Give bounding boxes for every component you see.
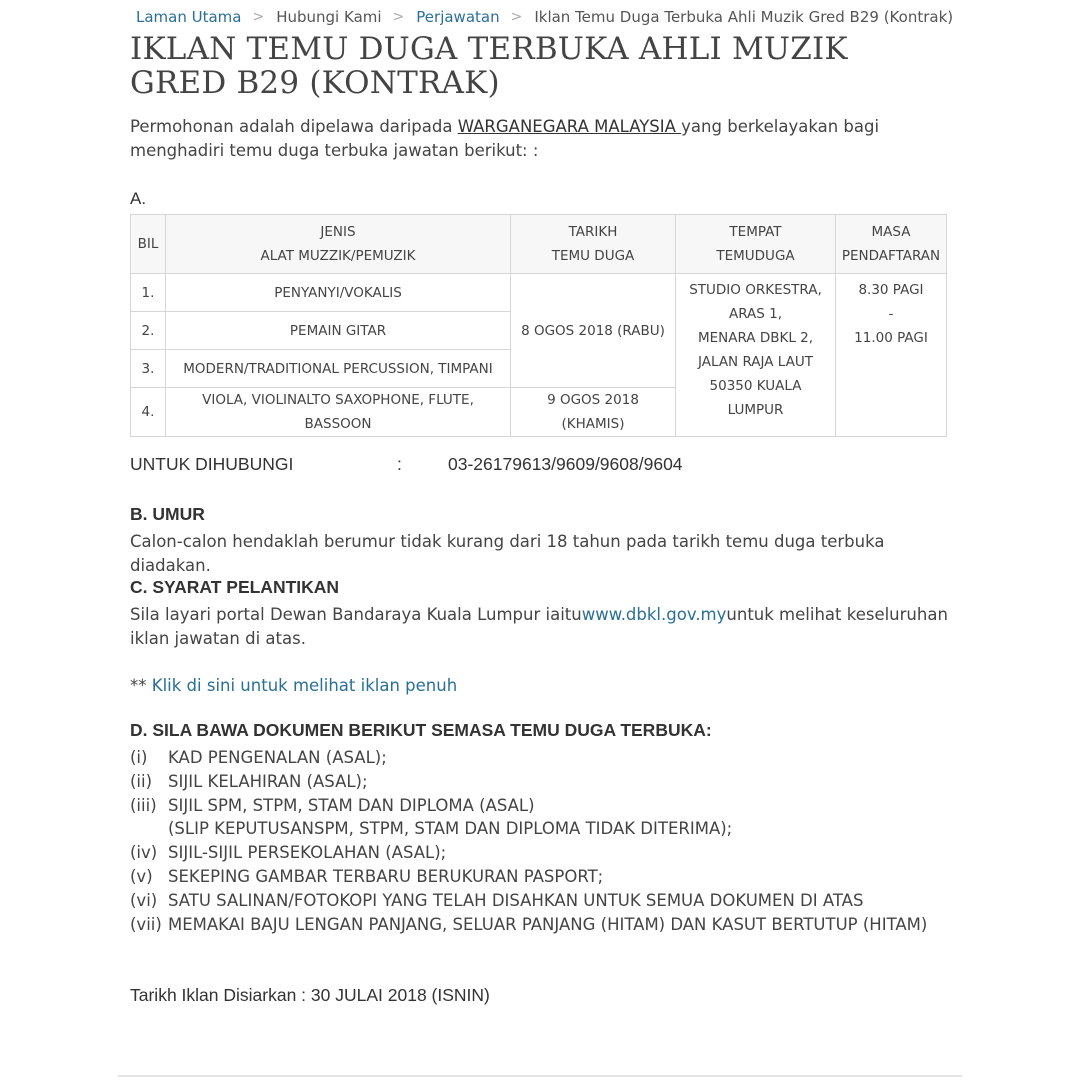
list-item — [130, 794, 950, 818]
cell-bil: 3. — [131, 350, 166, 388]
tempat-line: MENARA DBKL 2, — [697, 330, 814, 346]
section-b-text: Calon-calon hendaklah berumur tidak kurang dari 18 tahun pada tarikh temu duga terbuka diadakan. — [130, 532, 885, 575]
breadcrumb-home-link[interactable]: Laman Utama — [136, 8, 242, 26]
tempat-line: STUDIO ORKESTRA, — [689, 282, 822, 298]
list-item — [130, 746, 950, 770]
header-jenis-line2: ALAT MUZZIK/PEMUZIK — [260, 248, 416, 264]
tempat-line: JALAN RAJA LAUT — [698, 354, 813, 370]
list-item — [130, 913, 950, 937]
list-text: (SLIP KEPUTUSANSPM, STPM, STAM DAN DIPLOMA TIDAK DITERIMA); — [168, 819, 733, 839]
cell-jenis: PEMAIN GITAR — [166, 312, 511, 350]
section-a-label: A. — [130, 189, 147, 208]
contact-line — [130, 454, 683, 475]
header-bil: BIL — [131, 215, 166, 274]
header-tempat-line2: TEMUDUGA — [716, 248, 795, 264]
list-item — [130, 865, 950, 889]
page-title: IKLAN TEMU DUGA TERBUKA AHLI MUZIK GRED B29 (KONTRAK) — [130, 31, 848, 101]
cell-bil: 1. — [131, 274, 166, 312]
contact-label: UNTUK DIHUBUNGI — [130, 454, 294, 474]
cell-tarikh-2: 9 OGOS 2018 (KHAMIS) — [511, 388, 676, 437]
breadcrumb — [136, 8, 953, 26]
list-marker: (iv) — [130, 843, 158, 863]
masa-line: 8.30 PAGI — [858, 282, 924, 298]
masa-line: 11.00 PAGI — [854, 330, 928, 346]
header-masa — [836, 215, 947, 274]
header-tarikh-line2: TEMU DUGA — [551, 248, 635, 264]
contact-number: 03-26179613/9609/9608/9604 — [448, 454, 683, 474]
full-ad-link[interactable]: Klik di sini untuk melihat iklan penuh — [151, 676, 458, 695]
intro-before: Permohonan adalah dipelawa daripada — [130, 117, 458, 136]
breadcrumb-contact: Hubungi Kami — [276, 8, 382, 26]
tempat-line: 50350 KUALA LUMPUR — [709, 378, 802, 418]
list-text: MEMAKAI BAJU LENGAN PANJANG, SELUAR PANJANG (HITAM) DAN KASUT BERTUTUP (HITAM) — [168, 914, 928, 934]
section-c-after: untuk melihat keseluruhan iklan jawatan di atas. — [130, 605, 948, 648]
breadcrumb-current: Iklan Temu Duga Terbuka Ahli Muzik Gred B29 (Kontrak) — [534, 8, 954, 26]
bottom-divider — [118, 1075, 962, 1077]
list-marker: (i) — [130, 748, 148, 767]
header-tempat-line1: TEMPAT — [729, 224, 782, 240]
breadcrumb-careers-link[interactable]: Perjawatan — [416, 8, 500, 26]
header-tarikh-line1: TARIKH — [568, 224, 618, 240]
list-text: SATU SALINAN/FOTOKOPI YANG TELAH DISAHKAN UNTUK SEMUA DOKUMEN DI ATAS — [168, 890, 864, 910]
cell-bil: 2. — [131, 312, 166, 350]
contact-colon: : — [397, 454, 402, 474]
list-text: SIJIL-SIJIL PERSEKOLAHAN (ASAL); — [168, 843, 447, 863]
cell-tempat — [676, 274, 836, 437]
list-marker: (v) — [130, 866, 153, 886]
cell-bil: 4. — [131, 388, 166, 437]
list-item — [130, 817, 950, 841]
full-ad-line — [130, 674, 950, 698]
header-jenis-line1: JENIS — [320, 224, 356, 240]
section-c-heading: C. SYARAT PELANTIKAN — [130, 577, 340, 597]
list-marker: (iii) — [130, 795, 157, 815]
intro-paragraph — [130, 115, 960, 163]
masa-line: - — [888, 306, 894, 322]
cell-jenis: PENYANYI/VOKALIS — [166, 274, 511, 312]
cell-jenis: MODERN/TRADITIONAL PERCUSSION, TIMPANI — [166, 350, 511, 388]
header-masa-line2: PENDAFTARAN — [841, 248, 941, 264]
tempat-line: ARAS 1, — [728, 306, 783, 322]
section-b-heading: B. UMUR — [130, 504, 205, 524]
table-row — [131, 274, 947, 312]
list-marker: (ii) — [130, 771, 153, 791]
section-c-text — [130, 603, 950, 651]
section-d-heading: D. SILA BAWA DOKUMEN BERIKUT SEMASA TEMU DUGA TERBUKA: — [130, 720, 712, 740]
breadcrumb-separator-icon: > — [510, 9, 523, 25]
list-item — [130, 770, 950, 794]
list-marker: (vii) — [130, 914, 162, 934]
header-tempat — [676, 215, 836, 274]
list-item — [130, 889, 950, 913]
breadcrumb-separator-icon: > — [392, 9, 405, 25]
list-text: SIJIL KELAHIRAN (ASAL); — [168, 771, 368, 791]
header-tarikh — [511, 215, 676, 274]
list-text: SEKEPING GAMBAR TERBARU BERUKURAN PASPORT; — [168, 866, 604, 886]
cell-tarikh-1: 8 OGOS 2018 (RABU) — [511, 274, 676, 388]
breadcrumb-separator-icon: > — [252, 9, 265, 25]
dbkl-portal-link[interactable]: www.dbkl.gov.my — [581, 605, 727, 624]
intro-after: yang berkelayakan bagi menghadiri temu duga terbuka jawatan berikut: : — [130, 117, 880, 160]
header-masa-line1: MASA — [871, 224, 911, 240]
full-ad-prefix: ** — [130, 676, 152, 695]
documents-list — [130, 746, 950, 936]
list-text: SIJIL SPM, STPM, STAM DAN DIPLOMA (ASAL) — [168, 795, 535, 815]
list-marker: (vi) — [130, 890, 158, 910]
cell-jenis: VIOLA, VIOLINALTO SAXOPHONE, FLUTE, BASSOON — [166, 388, 511, 437]
cell-masa — [836, 274, 947, 437]
table-header-row — [131, 215, 947, 274]
section-c-before: Sila layari portal Dewan Bandaraya Kuala Lumpur iaitu — [130, 605, 582, 624]
list-text: KAD PENGENALAN (ASAL); — [168, 748, 387, 767]
published-date: Tarikh Iklan Disiarkan : 30 JULAI 2018 (ISNIN) — [130, 985, 490, 1005]
header-jenis — [166, 215, 511, 274]
list-item — [130, 841, 950, 865]
interview-table — [130, 214, 947, 437]
intro-emphasis: WARGANEGARA MALAYSIA — [457, 117, 682, 136]
